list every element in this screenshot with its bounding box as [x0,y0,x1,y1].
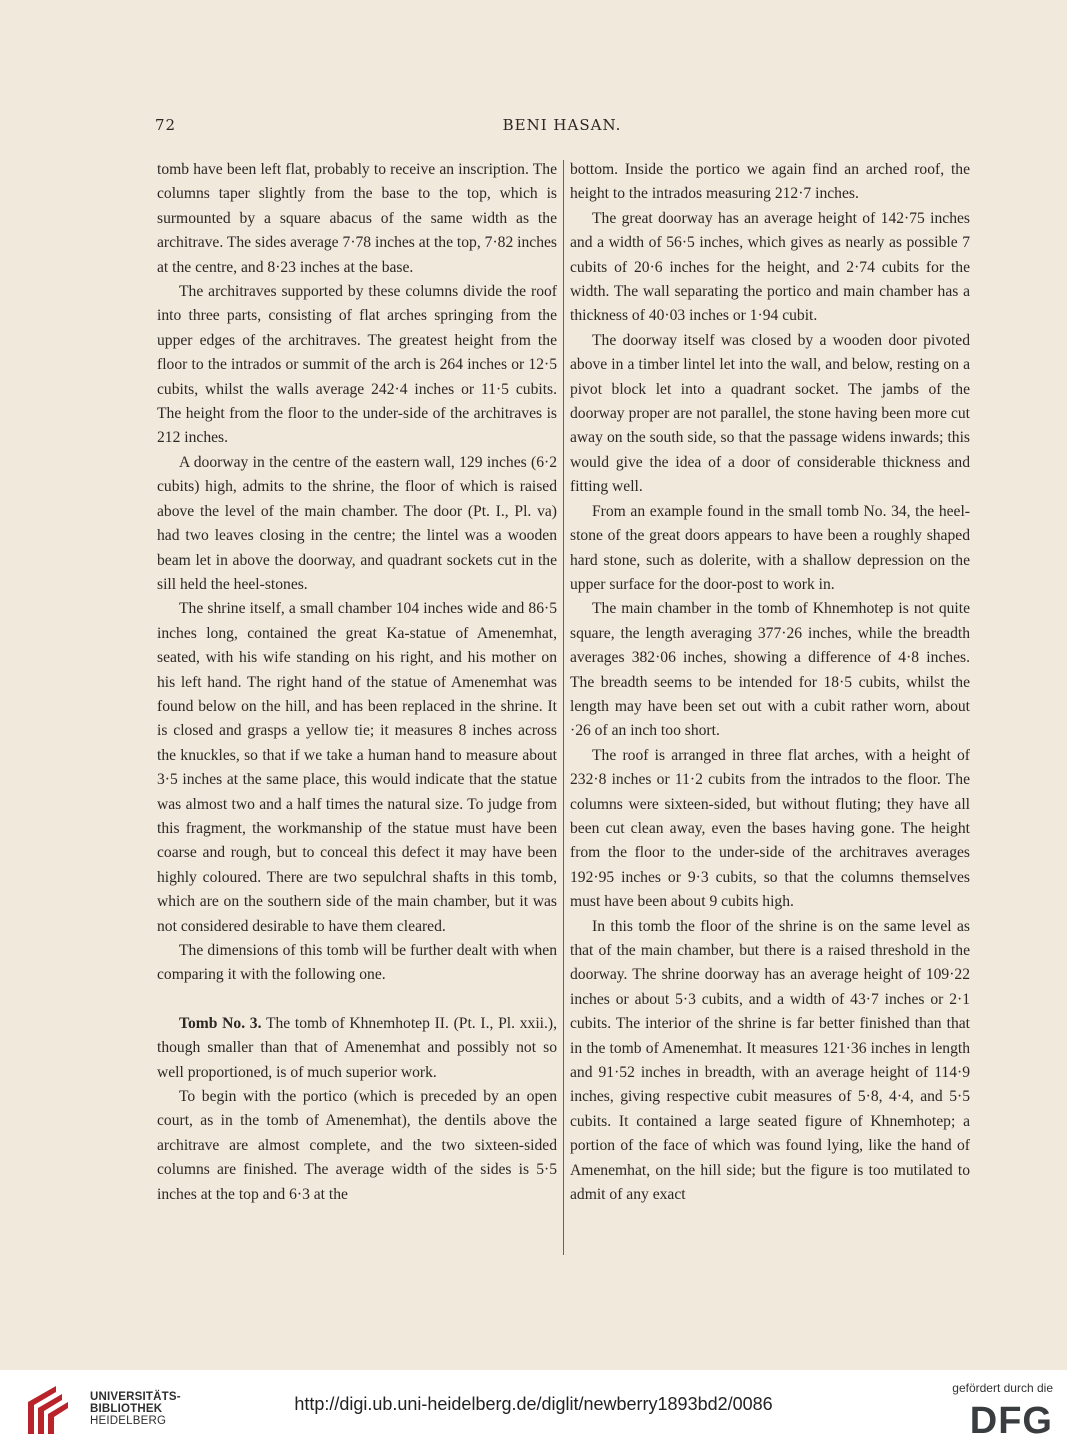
paragraph: bottom. Inside the portico we again find an arched roof, the height to the intrados measuring 212·7 inches. [570,161,970,203]
paragraph: tomb have been left flat, probably to receive an inscription. The columns taper slightly from the base to the top, which is surmounted by a square abacus of the same width as the architrave. The sides average 7·78 inches at the top, 7·82 inches at the centre, and 8·23 inches at the base. [157,161,557,276]
paragraph: The great doorway has an average height of 142·75 inches and a width of 56·5 inches, which gives as nearly as possible 7 cubits of 20·6 inches for the height, and 2·74 cubits for the width. The wall separating the portico and main chamber has a thickness of 40·03 inches or 1·94 cubit. [570,209,970,325]
paragraph: The doorway itself was closed by a wooden door pivoted above in a timber lintel let into the wall, and below, resting on a pivot block let into a quadrant socket. The jambs of the doorway proper are not parallel, the stone having been more cut away on the south side, so that the passage widens inwards; this would give the idea of a door of considerable thickness and fitting well. [570,331,970,496]
paragraph: The shrine itself, a small chamber 104 inches wide and 86·5 inches long, contained the great Ka-statue of Amenemhat, seated, with his wife standing on his right, and his mother on his left hand. The right hand of the statue of Amenemhat was found below on the hill, and has been replaced in the shrine. It is closed and grasps a yellow tie; it measures 8 inches across the knuckles, so that if we take a human hand to measure about 3·5 inches at the same place, this would indicate that the statue was almost two and a half times the natural size. To judge from this fragment, the workmanship of the statue must have been coarse and rough, but to conceal this defect it may have been highly coloured. There are two sepulchral shafts in this tomb, which are on the southern side of the main chamber, but it was not considered desirable to have them cleared. [157,600,557,935]
paragraph: A doorway in the centre of the eastern wall, 129 inches (6·2 cubits) high, admits to the shrine, the floor of which is raised above the level of the main chamber. The door (Pt. I., Pl. va) had two leaves closing in the centre; the lintel was a wooden beam let in above the doorway, and quadrant sockets cut in the sill held the heel-stones. [157,453,557,593]
permalink[interactable]: http://digi.ub.uni-heidelberg.de/diglit/newberry1893bd2/0086 [294,1394,773,1414]
paragraph: The dimensions of this tomb will be further dealt with when comparing it with the following one. [157,942,557,984]
library-line-3: HEIDELBERG [90,1415,167,1427]
paragraph: The architraves supported by these columns divide the roof into three parts, consisting of flat arches springing from the upper edges of the architraves. The greatest height from the floor to the intrados or summit of the arch is 264 inches or 12·5 cubits, whilst the walls average 242·4 inches or 11·5 cubits. The height from the floor to the under-side of the architraves is 212 inches. [157,283,557,447]
running-title: BENI HASAN. [502,116,622,134]
column-divider [563,160,564,1255]
dfg-logo: DFG [969,1400,1053,1442]
library-line-1: UNIVERSITÄTS- [90,1391,181,1403]
paragraph-tomb-3 [157,1012,557,1085]
paragraph: The roof is arranged in three flat arches, with a height of 232·8 inches or 11·2 cubits from the intrados to the floor. The columns were sixteen-sided, but without fluting; they have all been cut clean away, even the bases having gone. The height from the floor to the under-side of the architraves averages 192·95 inches or 9·3 cubits, so that the columns themselves must have been about 9 cubits high. [570,746,970,911]
paragraph: From an example found in the small tomb No. 34, the heel-stone of the great doors appears to have been a roughly shaped hard stone, such as dolerite, with a shallow depression on the upper surface for the door-post to work in. [570,502,970,593]
page-number: 72 [155,116,177,134]
paragraph: The main chamber in the tomb of Khnemhotep is not quite square, the length averaging 377·26 inches, while the breadth averages 382·06 inches, showing a difference of 4·8 inches. The breadth seems to be intended for 18·5 cubits, whilst the length may have been set out with a cubit rather worn, about ·26 of an inch too short. [570,600,970,740]
library-line-2: BIBLIOTHEK [90,1403,163,1415]
footer-bar [0,1370,1067,1449]
page-header [155,116,969,138]
right-column [570,158,970,1258]
paragraph-text: The tomb of Khnemhotep II. (Pt. I., Pl. xxii.), though smaller than that of Amenemhat and possibly not so well proportioned, is of much superior work. [157,1014,557,1081]
section-heading: Tomb No. 3. [179,1014,262,1032]
left-column [157,158,557,1258]
funding-note: gefördert durch die [952,1381,1053,1395]
paragraph: In this tomb the floor of the shrine is on the same level as that of the main chamber, but there is a raised threshold in the doorway. The shrine doorway has an average height of 109·22 inches or about 5·3 cubits, and a width of 43·7 inches or 2·1 cubits. The interior of the shrine is far better finished than that in the tomb of Amenemhat. It measures 121·36 inches in length and 91·52 inches in breadth, with an average height of 114·9 inches, giving respective cubit measures of 5·8, 4·4, and 5·5 cubits. It contained a large seated figure of Khnemhotep; a portion of the face of which was found lying, like the hand of Amenemhat, on the hill side; but the figure is too mutilated to admit of any exact [570,917,970,1204]
paragraph: To begin with the portico (which is preceded by an open court, as in the tomb of Amenemhat), the dentils above the architrave are almost complete, and the two sixteen-sided columns are finished. The average width of the sides is 5·5 inches at the top and 6·3 at the [157,1088,557,1203]
